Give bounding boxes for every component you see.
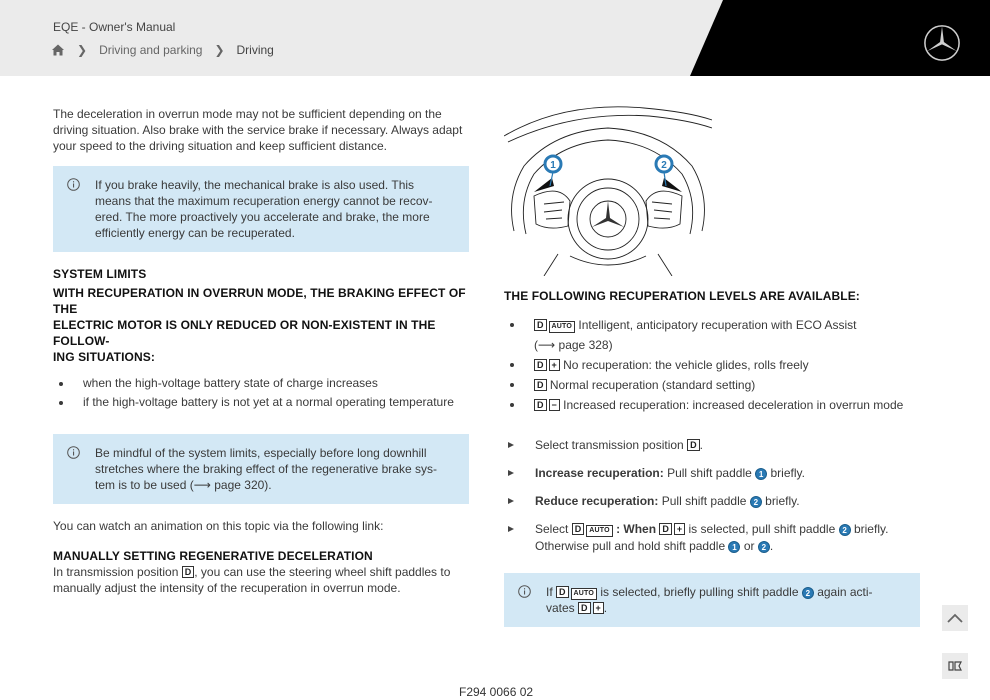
key-d-icon: D <box>534 399 547 411</box>
system-limits-heading: SYSTEM LIMITS <box>53 267 147 281</box>
chevron-up-icon <box>947 613 963 623</box>
text-span: is selected, pull shift paddle <box>688 522 836 536</box>
info-icon <box>67 446 80 459</box>
bookmark-icon <box>947 659 963 673</box>
breadcrumb-driving: Driving <box>236 43 274 57</box>
step-label: Reduce recuperation: <box>535 494 659 508</box>
intro-paragraph: The deceleration in overrun mode may not be sufficient depending on the driving situation. Also brake with the service brake if necessary. Always adapt your speed to the driving situation and keep sufficient distance. <box>53 107 463 153</box>
list-item <box>504 315 920 355</box>
manual-setting-heading: MANUALLY SETTING REGENERATIVE DECELERATION <box>53 549 373 563</box>
paddle-1-icon: 1 <box>728 541 740 553</box>
info-box-auto <box>504 573 920 627</box>
levels-heading: THE FOLLOWING RECUPERATION LEVELS ARE AVAILABLE: <box>504 289 860 303</box>
info-line[interactable]: tem is to be used (⟶ page 320). <box>95 478 272 492</box>
text-span: manually adjust the intensity of the recuperation in overrun mode. <box>53 581 401 595</box>
key-d-icon: D <box>659 523 672 535</box>
key-auto-icon: AUTO <box>571 588 598 600</box>
text-span: In transmission position <box>53 565 179 579</box>
text-span: Select transmission position <box>535 438 684 452</box>
level-text: No recuperation: the vehicle glides, rolls freely <box>563 358 809 372</box>
level-text: Increased recuperation: increased deceleration in overrun mode <box>563 398 904 412</box>
label-2: 2 <box>661 160 667 171</box>
key-d-icon: D <box>687 439 700 451</box>
level-text: Intelligent, anticipatory recuperation with ECO Assist <box>578 318 857 332</box>
scroll-top-button[interactable] <box>942 605 968 631</box>
paddle-2-icon: 2 <box>750 496 762 508</box>
key-d-icon: D <box>534 319 547 331</box>
text-span: If <box>546 585 553 599</box>
page-header <box>0 0 990 76</box>
list-item <box>504 395 920 415</box>
level-text: Normal recuperation (standard setting) <box>549 378 756 392</box>
info-icon <box>518 585 531 598</box>
bookmark-button[interactable] <box>942 653 968 679</box>
manual-title: EQE - Owner's Manual <box>53 20 176 34</box>
text-span: Select <box>535 522 569 536</box>
key-auto-icon: AUTO <box>586 525 613 537</box>
levels-list <box>504 315 920 415</box>
subheading-line: ELECTRIC MOTOR IS ONLY REDUCED OR NON-EXISTENT IN THE FOLLOW- <box>53 318 436 348</box>
key-d-icon: D <box>534 379 547 391</box>
info-icon <box>67 178 80 191</box>
text-span: Pull shift paddle <box>661 494 747 508</box>
info-line <box>546 584 906 600</box>
label-1: 1 <box>550 160 556 171</box>
step-reduce-recuperation <box>504 493 920 510</box>
list-item: when the high-voltage battery state of charge increases <box>53 374 469 393</box>
left-column <box>53 106 469 596</box>
step-label: Increase recuperation: <box>535 466 664 480</box>
subheading-line: ING SITUATIONS: <box>53 350 155 364</box>
key-d-icon: D <box>578 602 591 614</box>
text-span: Pull shift paddle <box>667 466 752 480</box>
text-span: Otherwise pull and hold shift paddle <box>535 539 726 553</box>
system-limits-subheading <box>53 285 469 365</box>
text-span: again acti- <box>817 585 873 599</box>
text-span: or <box>743 539 755 553</box>
step-increase-recuperation <box>504 465 920 482</box>
home-icon[interactable] <box>51 43 65 57</box>
figure-code: F294 0066 02 <box>459 685 534 699</box>
key-d-icon: D <box>556 586 569 598</box>
text-span: briefly. <box>770 466 805 480</box>
key-plus-icon: + <box>549 359 560 371</box>
key-minus-icon: − <box>549 399 560 411</box>
info-line: ered. The more proactively you accelerate and brake, the more <box>95 210 430 224</box>
chevron-right-icon: ❯ <box>77 43 88 57</box>
key-d-icon: D <box>572 523 585 535</box>
step-select-position: Select transmission position D . <box>504 437 920 454</box>
text-span: briefly. <box>853 522 889 536</box>
text-span: : When <box>616 522 657 536</box>
key-auto-icon: AUTO <box>549 321 576 333</box>
info-line: stretches where the braking effect of the regenerative brake sys- <box>95 462 437 476</box>
key-d-icon: D <box>182 566 195 578</box>
text-span: briefly. <box>765 494 800 508</box>
step-select-auto: Select D AUTO : When D + is selected, pull shift paddle 2 briefly. Otherwise pull and hold shift paddle 1 or 2 . <box>504 521 920 555</box>
steering-wheel-illustration <box>504 106 712 276</box>
info-line: means that the maximum recuperation energy cannot be recov- <box>95 194 433 208</box>
list-item: if the high-voltage battery is not yet at a normal operating temperature <box>53 393 469 412</box>
text-span: vates <box>546 601 575 615</box>
chevron-right-icon: ❯ <box>214 43 225 57</box>
mercedes-star-logo[interactable] <box>923 24 961 62</box>
info-line: efficiently energy can be recuperated. <box>95 226 295 240</box>
key-plus-icon: + <box>593 602 604 614</box>
right-column <box>504 288 920 627</box>
animation-link-text: You can watch an animation on this topic via the following link: <box>53 519 384 533</box>
manual-setting-text <box>53 564 469 596</box>
key-plus-icon: + <box>674 523 685 535</box>
breadcrumb-driving-and-parking[interactable]: Driving and parking <box>99 43 203 57</box>
info-box-brake <box>53 166 469 252</box>
page-link[interactable]: (⟶ page 328) <box>534 338 613 352</box>
subheading-line: WITH RECUPERATION IN OVERRUN MODE, THE BRAKING EFFECT OF THE <box>53 286 466 316</box>
list-item <box>504 355 920 375</box>
paddle-2-icon: 2 <box>758 541 770 553</box>
info-box-limits <box>53 434 469 504</box>
limits-list <box>53 374 469 412</box>
paddle-2-icon: 2 <box>839 524 851 536</box>
paddle-1-icon: 1 <box>755 468 767 480</box>
info-line: If you brake heavily, the mechanical brake is also used. This <box>95 178 415 192</box>
text-span: is selected, briefly pulling shift paddle <box>600 585 799 599</box>
info-line: Be mindful of the system limits, especially before long downhill <box>95 446 427 460</box>
list-item <box>504 375 920 395</box>
key-d-icon: D <box>534 359 547 371</box>
text-span: , you can use the steering wheel shift paddles to <box>194 565 451 579</box>
breadcrumb <box>51 42 274 58</box>
paddle-2-icon: 2 <box>802 587 814 599</box>
info-line: vates D + . <box>546 601 608 615</box>
